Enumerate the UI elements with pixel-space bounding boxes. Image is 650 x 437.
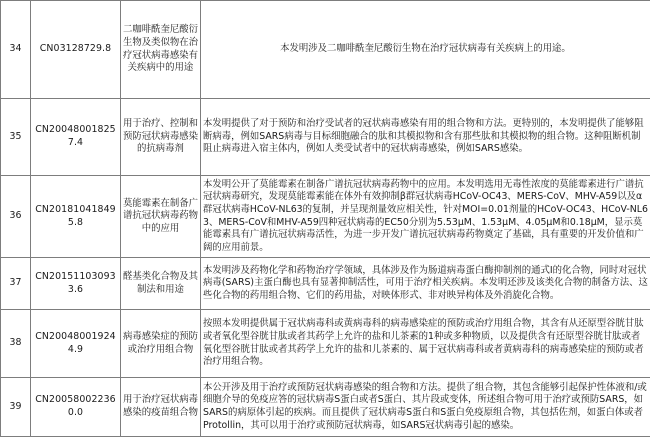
table-row bbox=[1, 310, 650, 378]
patent-abstract: 本公开涉及用于治疗或预防冠状病毒感染的组合物和方法。提供了组合物，其包含能够引起保护性体液和/或细胞介导的免疫应答的冠状病毒S蛋白或者S蛋白、其片段或变体，所述组合物可用于治疗或预防SARS，如SARS的病原体引起的疾病。而且提供了冠状病毒S蛋白和S蛋白免疫原组合物，其包括佐剂，如蛋白体或者Protollin，其可以用于治疗或预防冠状病毒，如SARS冠状病毒引起的感染。 bbox=[201, 378, 650, 437]
row-number: 35 bbox=[1, 99, 31, 176]
patent-title: 二咖啡酰奎尼酸衍生物及类似物在治疗冠状病毒感染有关疾病中的用途 bbox=[121, 1, 201, 99]
table-row bbox=[1, 258, 650, 310]
table-row bbox=[1, 378, 650, 437]
patent-number: CN201810418495.8 bbox=[31, 176, 121, 258]
table-row bbox=[1, 1, 650, 99]
patent-title: 用于治疗、控制和预防冠状病毒感染的抗病毒剂 bbox=[121, 99, 201, 176]
row-number: 36 bbox=[1, 176, 31, 258]
patent-abstract: 本发明提供了对于预防和治疗受试者的冠状病毒感染有用的组合物和方法。更特别的，本发明提供了能够阻断病毒，例如SARS病毒与目标细胞融合的肽和其模拟物和含有那些肽和其模拟物的组合物。这种阻断机制阻止病毒进入宿主体内，例如人类受试者中的冠状病毒感染，例如SARS感染。 bbox=[201, 99, 650, 176]
patent-number: CN201511030933.6 bbox=[31, 258, 121, 310]
patent-number: CN200580022360.0 bbox=[31, 378, 121, 437]
patent-number: CN200480019244.9 bbox=[31, 310, 121, 378]
patent-abstract: 按照本发明提供属于冠状病毒科或黄病毒科的病毒感染症的预防或治疗用组合物，其含有从还原型谷胱甘肽或者氧化型谷胱甘肽或者其药学上允许的盐和儿茶素的1种或多种物质，以及提供含有还原型谷胱甘肽或者氧化型谷胱甘肽或者其药学上允许的盐和儿茶素的、属于冠状病毒科或者黄病毒科的病毒感染症的预防或者治疗用组合物。 bbox=[201, 310, 650, 378]
row-number: 38 bbox=[1, 310, 31, 378]
patent-abstract: 本发明涉及药物化学和药物治疗学领域，具体涉及作为肠道病毒蛋白酶抑制剂的通式I的化合物，同时对冠状病毒(SARS)主蛋白酶也具有显著抑制活性，可用于治疗相关疾病。本发明还涉及该类化合物的制备方法、这些化合物的药用组合物、它们的药用盐，对映体形式、非对映异构体及外消旋化合物。 bbox=[201, 258, 650, 310]
patent-title: 莫能霉素在制备广谱抗冠状病毒药物中的应用 bbox=[121, 176, 201, 258]
row-number: 34 bbox=[1, 1, 31, 99]
row-number: 39 bbox=[1, 378, 31, 437]
patent-number: CN03128729.8 bbox=[31, 1, 121, 99]
patent-title: 用于治疗冠状病毒感染的疫苗组合物 bbox=[121, 378, 201, 437]
patent-abstract: 本发明涉及二咖啡酰奎尼酸衍生物在治疗冠状病毒有关疾病上的用途。 bbox=[201, 1, 650, 99]
patent-title: 病毒感染症的预防或治疗用组合物 bbox=[121, 310, 201, 378]
table-row bbox=[1, 99, 650, 176]
patent-number: CN200480018257.4 bbox=[31, 99, 121, 176]
patent-abstract: 本发明公开了莫能霉素在制备广谱抗冠状病毒药物中的应用。本发明选用无毒性浓度的莫能霉素进行广谱抗冠状病毒研究，发现莫能霉素能在体外有效抑制β群冠状病毒HCoV-OC43、MERS-CoV、MHV-A59以及α群冠状病毒HCoV-NL63的复制，并呈现剂量效应相关性，针对MOI=0.01剂量的HCoV-OC43、HCoV-NL63、MERS-CoV和MHV-A59四种冠状病毒的EC50分别为5.53μM、1.53μM、4.05μM和0.18μM，显示莫能霉素具有广谱抗冠状病毒活性，为进一步开发广谱抗冠状病毒药物奠定了基础，具有重要的开发价值和广阔的应用前景。 bbox=[201, 176, 650, 258]
row-number: 37 bbox=[1, 258, 31, 310]
patent-table bbox=[0, 0, 650, 437]
patent-title: 醛基类化合物及其制法和用途 bbox=[121, 258, 201, 310]
table-row bbox=[1, 176, 650, 258]
